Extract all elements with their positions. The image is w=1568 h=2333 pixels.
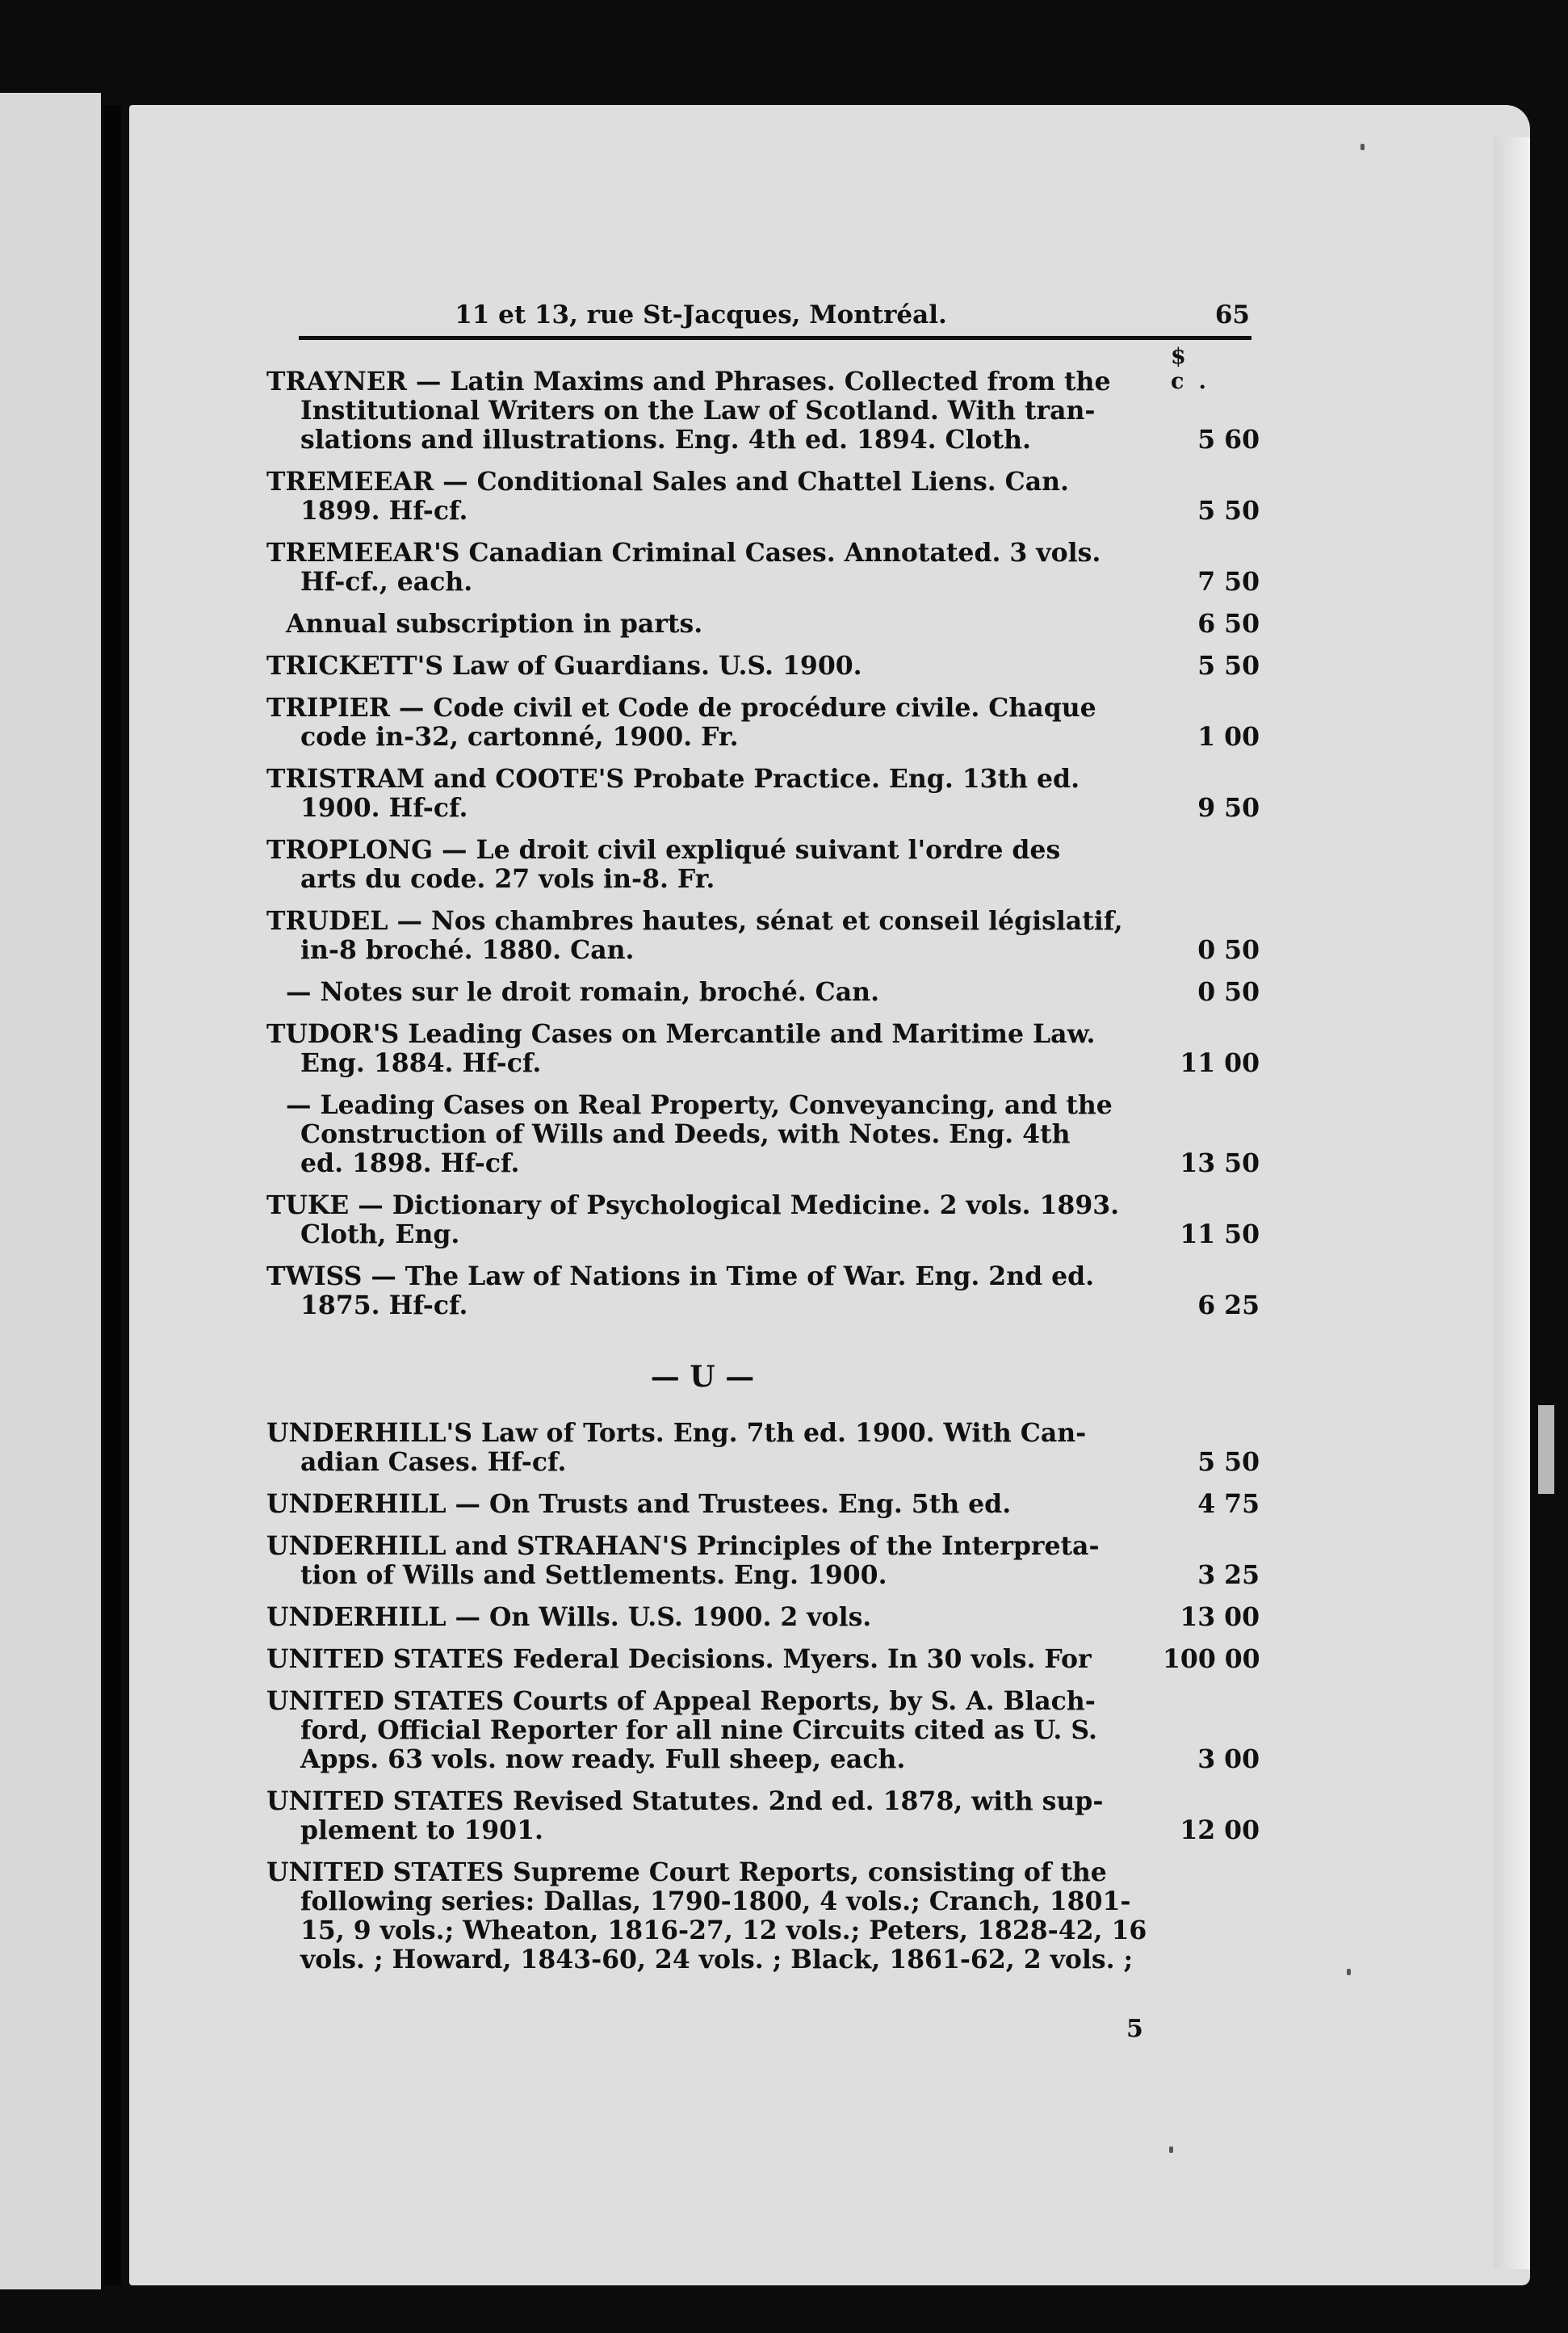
facing-page-edge	[0, 93, 101, 2289]
entry-title-line: UNITED STATES Revised Statutes. 2nd ed. 1878, with sup-	[266, 1786, 1104, 1816]
section-heading-u: — U —	[650, 1360, 755, 1394]
entry-price: 100 00	[1163, 1644, 1260, 1674]
entry-title-line: TROPLONG — Le droit civil expliqué suivant l'ordre des	[266, 835, 1061, 865]
entry-continuation-line: in-8 broché. 1880. Can.	[300, 935, 635, 965]
entry-continuation-line: vols. ; Howard, 1843-60, 24 vols. ; Black, 1861-62, 2 vols. ;	[300, 1945, 1134, 1974]
catalogue-entry	[266, 468, 1260, 526]
catalogue-entry	[266, 1419, 1260, 1477]
entry-continuation-line: Apps. 63 vols. now ready. Full sheep, each.	[300, 1744, 906, 1774]
catalogue-entry	[266, 610, 1260, 639]
catalogue-entry	[266, 694, 1260, 752]
catalogue-entry	[266, 1091, 1260, 1178]
entries-u-group	[266, 1419, 1260, 1974]
entry-title-line: UNITED STATES Supreme Court Reports, consisting of the	[266, 1857, 1107, 1887]
entry-title-line: TUDOR'S Leading Cases on Mercantile and Maritime Law.	[266, 1019, 1096, 1049]
entry-price: 7 50	[1197, 567, 1260, 597]
entry-continuation-line: Construction of Wills and Deeds, with Notes. Eng. 4th	[300, 1119, 1071, 1149]
catalogue-entry	[266, 367, 1260, 455]
entry-title-line: Annual subscription in parts.	[286, 609, 703, 639]
catalogue-entry	[266, 1532, 1260, 1590]
entry-continuation-line: following series: Dallas, 1790-1800, 4 vols.; Cranch, 1801-	[300, 1886, 1131, 1916]
entry-title-line: UNITED STATES Federal Decisions. Myers. In 30 vols. For	[266, 1644, 1092, 1674]
page-number: 65	[1214, 300, 1250, 329]
entry-continuation-line: plement to 1901.	[300, 1815, 543, 1845]
catalogue-entry	[266, 1645, 1260, 1674]
entry-continuation-line: Institutional Writers on the Law of Scotland. With tran-	[300, 396, 1096, 426]
entry-continuation-line: Eng. 1884. Hf-cf.	[300, 1048, 542, 1078]
entry-price: 11 00	[1180, 1048, 1260, 1078]
entry-price: 4 75	[1197, 1489, 1260, 1519]
entry-price: 0 50	[1197, 977, 1260, 1007]
scan-speck	[1347, 1969, 1351, 1975]
catalogue-entry	[266, 836, 1260, 894]
entry-continuation-line: arts du code. 27 vols in-8. Fr.	[300, 864, 715, 894]
entry-title-line: UNDERHILL — On Wills. U.S. 1900. 2 vols.	[266, 1602, 872, 1632]
entry-title-line: TWISS — The Law of Nations in Time of War. Eng. 2nd ed.	[266, 1261, 1095, 1291]
catalogue-entry	[266, 1262, 1260, 1320]
scan-speck	[1169, 2146, 1173, 2153]
entry-price: 5 50	[1197, 651, 1260, 681]
catalogue-entry	[266, 1020, 1260, 1078]
entry-title-line: UNDERHILL and STRAHAN'S Principles of the Interpreta-	[266, 1531, 1100, 1561]
entry-price: 0 50	[1197, 935, 1260, 965]
entry-continuation-line: Cloth, Eng.	[300, 1219, 460, 1249]
entry-continuation-line: Hf-cf., each.	[300, 567, 473, 597]
entry-continuation-line: code in-32, cartonné, 1900. Fr.	[300, 722, 739, 752]
catalogue-entry	[266, 1191, 1260, 1249]
catalogue-entry	[266, 1687, 1260, 1774]
entry-title-line: UNDERHILL'S Law of Torts. Eng. 7th ed. 1900. With Can-	[266, 1418, 1087, 1448]
header-rule	[299, 336, 1251, 340]
catalogue-entry	[266, 907, 1260, 965]
entry-price: 5 50	[1197, 1447, 1260, 1477]
running-head: 11 et 13, rue St-Jacques, Montréal.	[455, 300, 947, 329]
catalogue-entry	[266, 1603, 1260, 1632]
entry-title-line: TREMEEAR — Conditional Sales and Chattel Liens. Can.	[266, 467, 1070, 497]
entry-continuation-line: ed. 1898. Hf-cf.	[300, 1148, 520, 1178]
entry-price: 5 50	[1197, 496, 1260, 526]
scan-speck	[1360, 144, 1365, 150]
entry-price: 12 00	[1180, 1815, 1260, 1845]
entry-continuation-line: tion of Wills and Settlements. Eng. 1900.	[300, 1560, 887, 1590]
entry-continuation-line: 1875. Hf-cf.	[300, 1290, 468, 1320]
entry-title-line: UNDERHILL — On Trusts and Trustees. Eng. 5th ed.	[266, 1489, 1012, 1519]
entry-price: 3 25	[1197, 1560, 1260, 1590]
catalogue-entry	[266, 1787, 1260, 1845]
entry-continuation-line: 1899. Hf-cf.	[300, 496, 468, 526]
entry-continuation-line: slations and illustrations. Eng. 4th ed. 1894. Cloth.	[300, 425, 1032, 455]
catalogue-entry	[266, 652, 1260, 681]
entry-price: 13 00	[1180, 1602, 1260, 1632]
entry-price: 13 50	[1180, 1148, 1260, 1178]
entry-price: 3 00	[1197, 1744, 1260, 1774]
entry-title-line: — Leading Cases on Real Property, Conveyancing, and the	[286, 1090, 1113, 1120]
entry-title-line: TREMEEAR'S Canadian Criminal Cases. Annotated. 3 vols.	[266, 538, 1101, 568]
entry-title-line: TUKE — Dictionary of Psychological Medicine. 2 vols. 1893.	[266, 1190, 1120, 1220]
entry-price: 9 50	[1197, 793, 1260, 823]
catalogue-entry	[266, 539, 1260, 597]
entry-title-line: — Notes sur le droit romain, broché. Can.	[286, 977, 880, 1007]
catalogue-entry	[266, 1490, 1260, 1519]
entry-title-line: TRUDEL — Nos chambres hautes, sénat et conseil législatif,	[266, 906, 1123, 936]
page-fore-edge	[1494, 137, 1530, 2269]
entry-price: 6 25	[1197, 1290, 1260, 1320]
entry-title-line: TRIPIER — Code civil et Code de procédure civile. Chaque	[266, 693, 1096, 723]
entry-continuation-line: adian Cases. Hf-cf.	[300, 1447, 567, 1477]
entry-title-line: TRAYNER — Latin Maxims and Phrases. Collected from the	[266, 367, 1111, 397]
catalogue-entry	[266, 978, 1260, 1007]
entries-t-group	[266, 367, 1260, 1320]
signature-mark: 5	[1126, 2015, 1143, 2043]
entry-title-line: TRISTRAM and COOTE'S Probate Practice. Eng. 13th ed.	[266, 764, 1080, 794]
page-tab-mark	[1538, 1405, 1554, 1494]
entry-price: 11 50	[1180, 1219, 1260, 1249]
gutter-shadow	[103, 105, 121, 2285]
entry-price: 6 50	[1197, 609, 1260, 639]
entry-title-line: UNITED STATES Courts of Appeal Reports, by S. A. Blach-	[266, 1686, 1096, 1716]
currency-column-label: $ c.	[1171, 344, 1221, 394]
catalogue-entry	[266, 765, 1260, 823]
entry-price: 1 00	[1197, 722, 1260, 752]
entry-title-line: TRICKETT'S Law of Guardians. U.S. 1900.	[266, 651, 862, 681]
entry-price: 5 60	[1197, 425, 1260, 455]
catalogue-entries	[266, 367, 1260, 1987]
entry-continuation-line: 15, 9 vols.; Wheaton, 1816-27, 12 vols.; Peters, 1828-42, 16	[300, 1915, 1147, 1945]
entry-continuation-line: 1900. Hf-cf.	[300, 793, 468, 823]
catalogue-entry	[266, 1858, 1260, 1974]
entry-continuation-line: ford, Official Reporter for all nine Circuits cited as U. S.	[300, 1715, 1097, 1745]
